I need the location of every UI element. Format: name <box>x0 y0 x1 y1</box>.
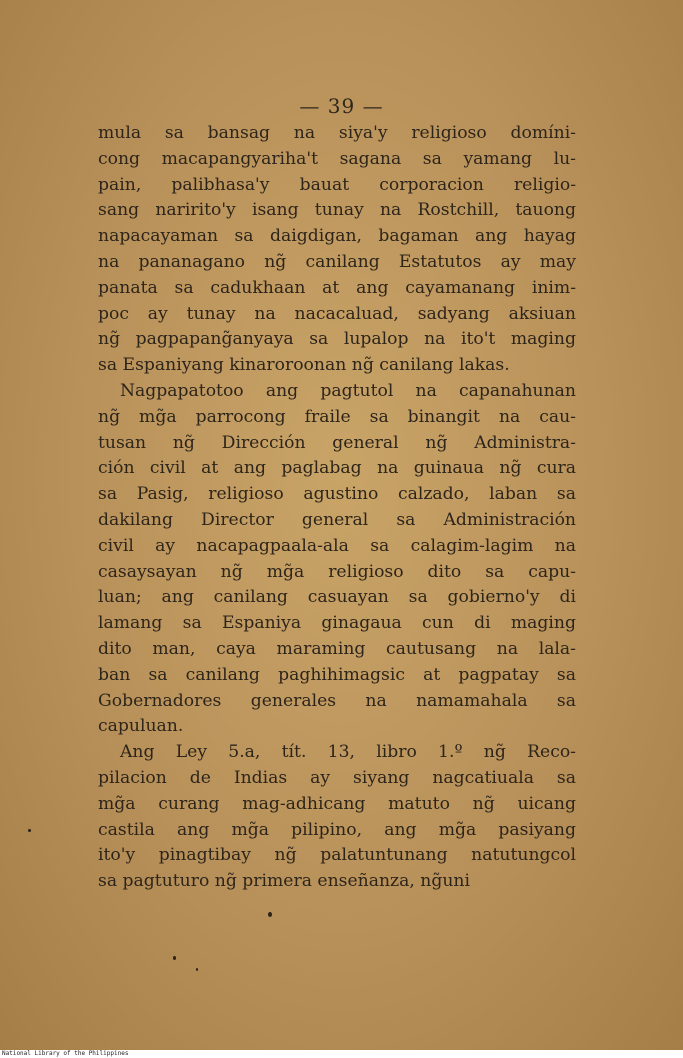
text-line: Gobernadores generales na namamahala sa <box>98 690 576 711</box>
text-line: ng̃ mg̃a parrocong fraile sa binangit na cau- <box>98 406 576 427</box>
text-line: poc ay tunay na nacacaluad, sadyang aksiuan <box>98 303 576 324</box>
ink-speck <box>196 968 198 971</box>
text-line: dito man, caya maraming cautusang na lala- <box>98 638 576 659</box>
text-line: na pananagano ng̃ canilang Estatutos ay may <box>98 251 576 272</box>
ink-speck <box>268 912 272 917</box>
text-line: castila ang mg̃a pilipino, ang mg̃a pasiyang <box>98 819 576 840</box>
text-line: ción civil at ang paglabag na guinaua ng̃ cura <box>98 458 576 479</box>
text-line: sa pagtuturo ng̃ primera enseñanza, ng̃uni <box>98 871 470 892</box>
text-line: pilacion de Indias ay siyang nagcatiuala sa <box>98 767 576 788</box>
text-line: panata sa cadukhaan at ang cayamanang inim- <box>98 277 576 298</box>
text-line: napacayaman sa daigdigan, bagaman ang hayag <box>98 226 576 247</box>
text-line: capuluan. <box>98 716 184 737</box>
text-line: tusan ng̃ Dirección general ng̃ Administra- <box>98 432 576 453</box>
text-line: ng̃ pagpapang̃anyaya sa lupalop na ito't maging <box>98 329 576 350</box>
text-line: mg̃a curang mag-adhicang matuto ng̃ uicang <box>98 793 576 814</box>
text-line: ito'y pinagtibay ng̃ palatuntunang natutungcol <box>98 845 576 866</box>
text-line: civil ay nacapagpaala-ala sa calagim-lagim na <box>98 535 576 556</box>
text-line: Ang Ley 5.a, tít. 13, libro 1.º ng̃ Reco- <box>120 742 576 763</box>
text-line: pain, palibhasa'y bauat corporacion religio- <box>98 174 576 195</box>
text-line: casaysayan ng̃ mg̃a religioso dito sa capu- <box>98 561 576 582</box>
body-text <box>98 121 576 895</box>
text-line: mula sa bansag na siya'y religioso domíni- <box>98 123 576 143</box>
text-line: ban sa canilang paghihimagsic at pagpatay sa <box>98 664 576 685</box>
text-line: luan; ang canilang casuayan sa gobierno'y di <box>98 587 576 608</box>
text-line: Nagpapatotoo ang pagtutol na capanahunan <box>120 380 576 401</box>
page-number: — 39 — <box>299 94 384 118</box>
text-line: dakilang Director general sa Administración <box>98 509 576 530</box>
text-line: sang naririto'y isang tunay na Rostchill, tauong <box>98 200 576 221</box>
text-line: sa Espaniyang kinaroroonan ng̃ canilang lakas. <box>98 355 510 376</box>
text-line: cong macapangyariha't sagana sa yamang lu- <box>98 148 576 169</box>
ink-speck <box>173 956 176 960</box>
text-line: sa Pasig, religioso agustino calzado, laban sa <box>98 484 576 505</box>
footer-credit: National Library of the Philippines <box>2 1050 129 1057</box>
footer-bar <box>0 1050 683 1058</box>
ink-speck <box>28 829 31 832</box>
text-line: lamang sa Espaniya ginagaua cun di maging <box>98 613 576 634</box>
